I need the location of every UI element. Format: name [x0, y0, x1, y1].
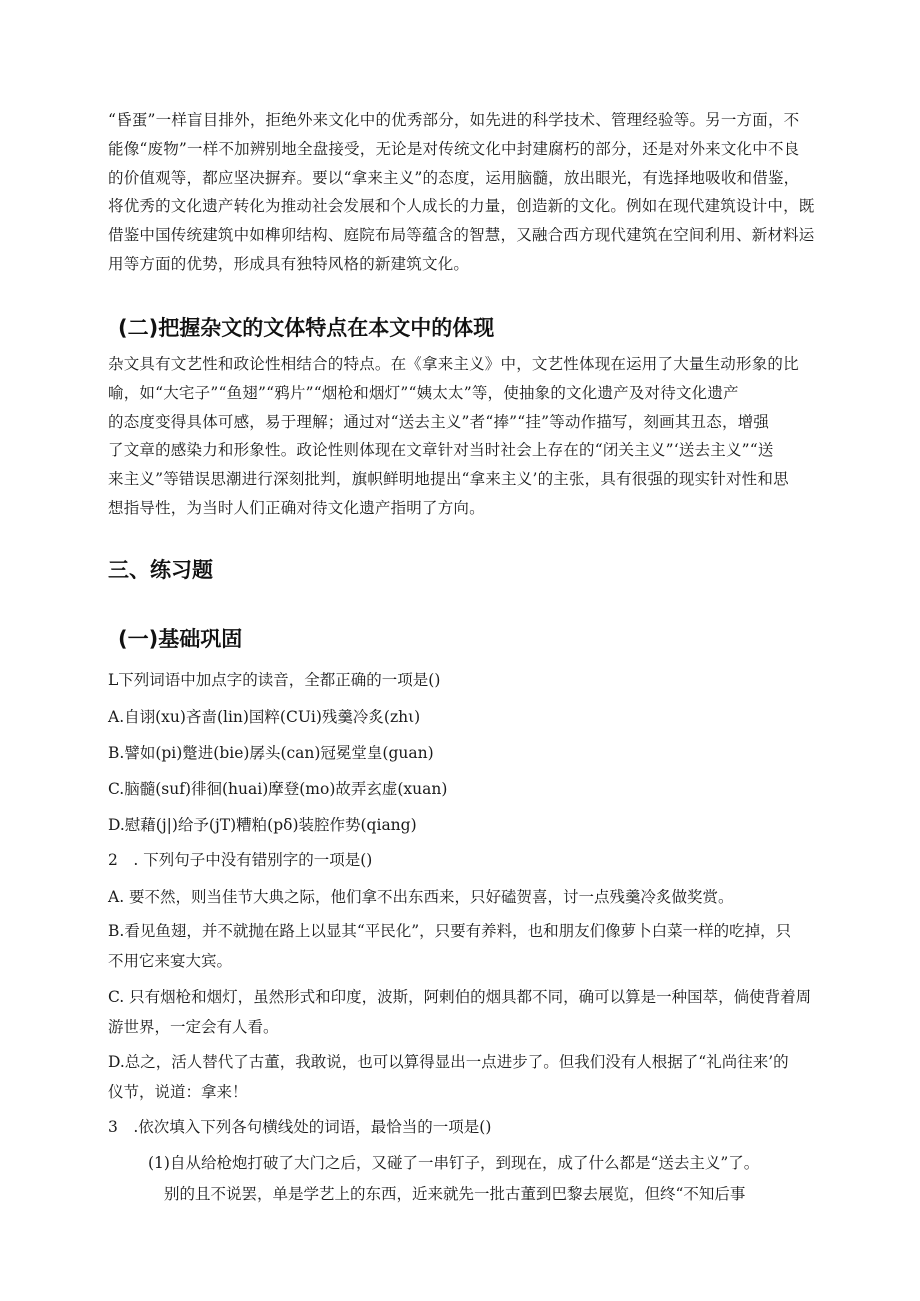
question-1-option-c: C.脑髓(suf)徘徊(huai)摩登(mo)故弄玄虚(xuan) — [108, 780, 448, 798]
question-2-option-b — [108, 916, 808, 976]
text-line: 想指导性，为当时人们正确对待文化遗产指明了方向。 — [108, 498, 485, 517]
text-line: 杂文具有文艺性和政论性相结合的特点。在《拿来主义》中，文艺性体现在运用了大量生动形象的比 — [108, 355, 799, 373]
text-line: 用等方面的优势，形成具有独特风格的新建筑文化。 — [108, 254, 470, 273]
question-3-stem: 3 .依次填入下列各句横线处的词语，最恰当的一项是() — [108, 1118, 492, 1136]
question-2-option-d — [108, 1047, 808, 1107]
text-line: “昏蛋”一样盲目排外，拒绝外来文化中的优秀部分，如先进的科学技术、管理经验等。另一方面，不 — [108, 111, 800, 129]
question-1-stem: L下列词语中加点字的读音，全都正确的一项是() — [108, 671, 441, 689]
question-1-option-b: B.譬如(pi)蹩进(bie)孱头(can)冠冕堂皇(guan) — [108, 744, 434, 762]
text-line: 游世界，一定会有人看。 — [108, 1018, 279, 1036]
section-heading-essay-features: (二)把握杂文的文体特点在本文中的体现 — [118, 316, 495, 340]
question-2-option-a: A. 要不然，则当佳节大典之际，他们拿不出东西来，只好磕贺喜，讨一点残羹冷炙做奖赏。 — [108, 888, 734, 906]
text-line: 将优秀的文化遗产转化为推动社会发展和个人成长的力量，创造新的文化。例如在现代建筑设计中，既 — [108, 197, 815, 216]
question-1-option-d: D.慰藉(j|)给予(jT)糟粕(pδ)装腔作势(qiang) — [108, 816, 417, 834]
text-line: 能像“废物”一样不加辨别地全盘接受，无论是对传统文化中封建腐朽的部分，还是对外来文化中不良 — [108, 139, 800, 158]
question-3-sub-1-continued: 别的且不说罢，单是学艺上的东西，近来就先一批古董到巴黎去展览，但终“不知后事 — [164, 1185, 746, 1203]
paragraph-essay-features — [108, 350, 808, 523]
text-line: D.总之，活人替代了古董，我敢说，也可以算得显出一点进步了。但我们没有人根据了“礼尚往来’的 — [108, 1053, 789, 1071]
heading-exercises: 三、练习题 — [108, 558, 213, 582]
text-line: 喻，如“大宅子”“鱼翅”“鸦片”“烟枪和烟灯”“姨太太”等，使抽象的文化遗产及对待文化遗产 — [108, 383, 739, 402]
text-line: 不用它来宴大宾。 — [108, 952, 233, 970]
text-line: B.看见鱼翅，并不就抛在路上以显其“平民化”，只要有养料，也和朋友们像萝卜白菜一样的吃掉，只 — [108, 922, 792, 940]
question-3-sub-1: (1)自从给枪炮打破了大门之后，又碰了一串钉子，到现在，成了什么都是“送去主义”了。 — [148, 1154, 760, 1172]
question-2-stem: 2 . 下列句子中没有错别字的一项是() — [108, 851, 373, 869]
text-line: 借鉴中国传统建筑中如榫卯结构、庭院布局等蕴含的智慧，又融合西方现代建筑在空间利用、新材料运 — [108, 226, 815, 245]
text-line: 的价值观等，都应坚决摒弃。要以“拿来主义”的态度，运用脑髓，放出眼光，有选择地吸收和借鉴， — [108, 168, 800, 187]
text-line: 了文章的感染力和形象性。政论性则体现在文章针对当时社会上存在的“闭关主义”‘送去主义”“送 — [108, 441, 774, 460]
question-2-option-c — [108, 982, 812, 1042]
text-line: C. 只有烟枪和烟灯，虽然形式和印度，波斯，阿剌伯的烟具都不同，确可以算是一种国萃，倘使背着周 — [108, 988, 812, 1006]
text-line: 的态度变得具体可感，易于理解；通过对“送去主义”者“捧”“挂”等动作描写，刻画其丑态，增强 — [108, 412, 770, 431]
text-line: 来主义”等错误思潮进行深刻批判，旗帜鲜明地提出“拿来主义’的主张，具有很强的现实针对性和思 — [108, 470, 789, 489]
question-1-option-a: A.自诩(xu)吝啬(lin)国粹(CUi)残羹冷炙(zhι) — [108, 708, 421, 726]
paragraph-cultural-attitude — [108, 106, 815, 279]
text-line: 仪节，说道：拿来！ — [108, 1083, 248, 1101]
heading-basic-consolidation: (一)基础巩固 — [118, 627, 243, 651]
